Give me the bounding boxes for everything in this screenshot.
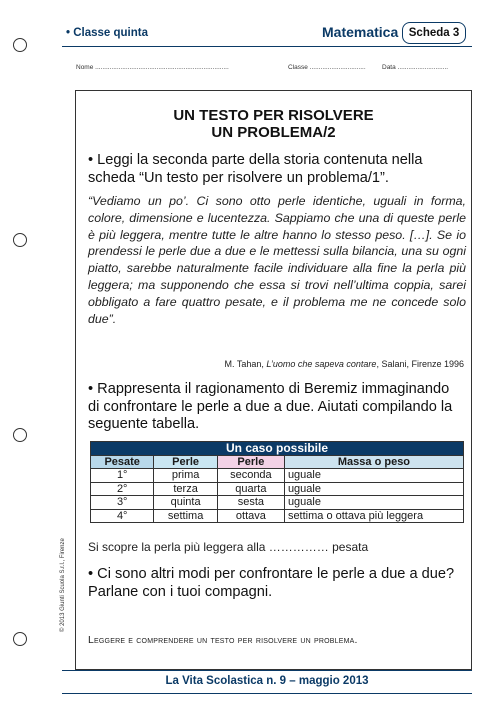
header-perle-2: Perle	[217, 455, 284, 469]
cell-perla-b: quarta	[217, 482, 284, 496]
cell-pesata: 2°	[91, 482, 154, 496]
binder-hole-top	[13, 38, 27, 52]
source-book: L’uomo che sapeva contare	[266, 359, 377, 369]
source-publisher: , Salani, Firenze 1996	[376, 359, 464, 369]
learning-objective: Leggere e comprendere un testo per risolvere un problema.	[88, 634, 358, 646]
cell-massa: uguale	[284, 482, 463, 496]
cell-perla-b: seconda	[217, 469, 284, 483]
fill-in-sentence: Si scopre la perla più leggera alla …………… pesata	[88, 540, 369, 554]
cell-perla-a: terza	[154, 482, 217, 496]
binder-hole-lower	[13, 428, 27, 442]
story-quote: “Vediamo un po’. Ci sono otto perle identiche, uguali in forma, colore, dimensione e lucentezza. Sappiamo che una di queste perle è più leggera, mentre tutte le altre hanno lo stesso peso. […]. Se io prendessi le perle due a due e le mettessi sulla bilancia, una su ogni piatto, sarebbe naturalmente facile individuare alla fine la perla più leggera; ma supponendo che essa si trovi nell’ultima coppia, sarei obbligato a fare quattro pesate, e il problema me ne concede solo due”.	[88, 194, 466, 326]
table-row	[91, 482, 464, 496]
cell-massa: settima o ottava più leggera	[284, 509, 463, 523]
page-title-line1: UN TESTO PER RISOLVERE	[173, 107, 374, 124]
sheet-tab: Scheda 3	[402, 22, 466, 44]
cell-pesata: 4°	[91, 509, 154, 523]
footer-publication: La Vita Scolastica n. 9 – maggio 2013	[165, 675, 369, 687]
cell-perla-b: sesta	[217, 496, 284, 510]
binder-hole-bottom	[13, 632, 27, 646]
header-perle-1: Perle	[154, 455, 217, 469]
table-row	[91, 509, 464, 523]
class-field: Classe ...............................	[288, 64, 366, 71]
header-pesate: Pesate	[91, 455, 154, 469]
quote-source	[88, 359, 464, 369]
page-title-line2: UN PROBLEMA/2	[211, 124, 336, 141]
binder-hole-middle	[13, 233, 27, 247]
instruction-discuss: • Ci sono altri modi per confrontare le perle a due a due? Parlane con i tuoi compagni.	[88, 566, 455, 600]
cell-pesata: 3°	[91, 496, 154, 510]
subject-title: Matematica	[322, 24, 399, 40]
instruction-read: • Leggi la seconda parte della storia contenuta nella scheda “Un testo per risolvere un problema/1”.	[88, 152, 423, 186]
header-massa: Massa o peso	[284, 455, 463, 469]
cell-perla-a: prima	[154, 469, 217, 483]
name-field: Nome ..........................................................................	[76, 64, 229, 71]
table-row	[91, 469, 464, 483]
cell-pesata: 1°	[91, 469, 154, 483]
class-label: • Classe quinta	[66, 27, 148, 39]
date-field: Data ............................	[382, 64, 449, 71]
cell-perla-a: settima	[154, 509, 217, 523]
cell-massa: uguale	[284, 496, 463, 510]
table-row	[91, 496, 464, 510]
copyright-notice: © 2013 Giunti Scuola S.r.l., Firenze	[60, 538, 66, 632]
table-caption: Un caso possibile	[91, 442, 464, 456]
cell-perla-a: quinta	[154, 496, 217, 510]
weighing-table	[90, 441, 464, 523]
cell-massa: uguale	[284, 469, 463, 483]
source-author: M. Tahan,	[224, 359, 267, 369]
instruction-represent: • Rappresenta il ragionamento di Beremiz immaginando di confrontare le perle a due a due. Aiutati compilando la seguente tabella.	[88, 381, 453, 432]
cell-perla-b: ottava	[217, 509, 284, 523]
